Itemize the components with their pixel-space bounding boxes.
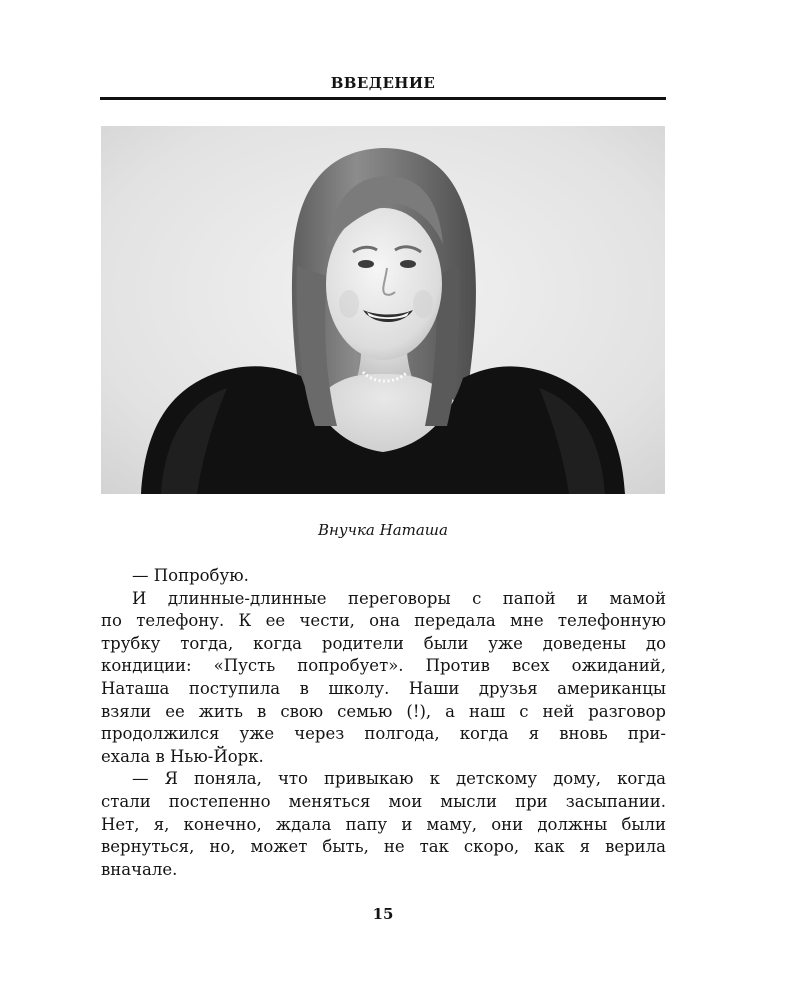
text-line: — Я поняла, что привыкаю к детскому дому, когда (132, 769, 666, 789)
text-line: Нет, я, конечно, ждала папу и маму, они должны были (101, 814, 666, 834)
text-line: взяли ее жить в свою семью (!), а наш с ней разговор (101, 701, 666, 721)
text-line: кондиции: «Пусть попробует». Против всех ожиданий, (101, 656, 666, 676)
portrait-photo (101, 126, 665, 494)
text-line: по телефону. К ее чести, она передала мне телефонную (101, 611, 666, 631)
text-line: Наташа поступила в школу. Наши друзья американцы (101, 678, 666, 698)
text-line: вернуться, но, может быть, не так скоро, как я верила (101, 837, 666, 857)
photo-caption: Внучка Наташа (318, 521, 448, 539)
text-line: ехала в Нью-Йорк. (101, 746, 264, 766)
text-line: — Попробую. (132, 566, 249, 585)
text-line: стали постепенно меняться мои мысли при засыпании. (101, 791, 666, 811)
text-line: трубку тогда, когда родители были уже доведены до (101, 633, 666, 653)
page-number: 15 (372, 905, 394, 923)
running-header: ВВЕДЕНИЕ (330, 74, 436, 92)
header-rule (100, 97, 666, 100)
text-line: И длинные-длинные переговоры с папой и мамой (132, 588, 666, 608)
body-text (101, 565, 666, 881)
text-line: продолжился уже через полгода, когда я вновь при- (101, 724, 666, 744)
text-line: вначале. (101, 859, 178, 879)
